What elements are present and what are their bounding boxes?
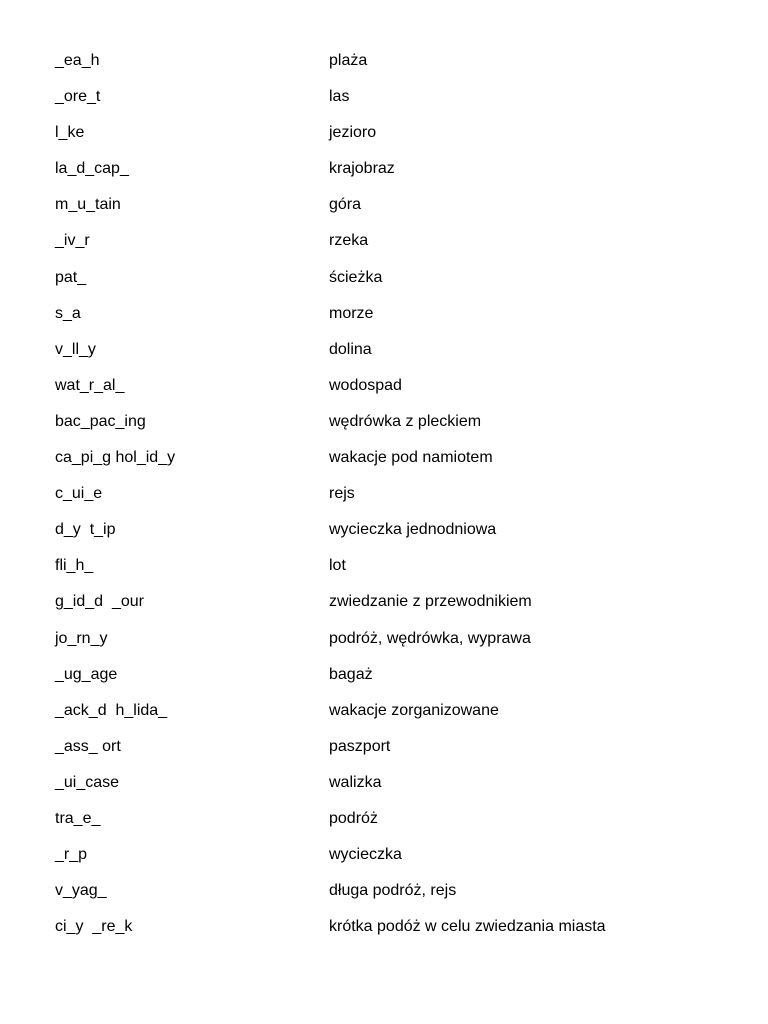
- polish-translation: paszport: [329, 737, 391, 755]
- vocab-row: [55, 591, 735, 627]
- polish-translation: bagaż: [329, 665, 373, 683]
- vocab-row: [55, 808, 735, 844]
- english-word-gapped: c_ui_e: [55, 485, 103, 503]
- english-word-gapped: _ack_d h_lida_: [55, 701, 168, 719]
- vocab-row: [55, 700, 735, 736]
- vocabulary-list: [55, 50, 735, 952]
- vocab-row: [55, 555, 735, 591]
- english-word-gapped: ci_y _re_k: [55, 918, 133, 936]
- vocab-row: [55, 122, 735, 158]
- vocab-row: [55, 230, 735, 266]
- polish-translation: rejs: [329, 485, 355, 503]
- english-word-gapped: fli_h_: [55, 557, 94, 575]
- english-word-gapped: v_ll_y: [55, 340, 96, 358]
- polish-translation: podróż, wędrówka, wyprawa: [329, 629, 531, 647]
- vocab-row: [55, 375, 735, 411]
- vocab-row: [55, 628, 735, 664]
- polish-translation: ścieżka: [329, 268, 383, 286]
- english-word-gapped: l_ke: [55, 124, 85, 142]
- english-word-gapped: wat_r_al_: [55, 376, 125, 394]
- polish-translation: wodospad: [329, 376, 402, 394]
- english-word-gapped: jo_rn_y: [55, 629, 108, 647]
- polish-translation: wakacje zorganizowane: [329, 701, 499, 719]
- english-word-gapped: m_u_tain: [55, 196, 121, 214]
- polish-translation: wędrówka z pleckiem: [329, 412, 482, 430]
- vocab-row: [55, 194, 735, 230]
- vocab-row: [55, 772, 735, 808]
- english-word-gapped: ca_pi_g hol_id_y: [55, 449, 176, 467]
- english-word-gapped: d_y t_ip: [55, 521, 116, 539]
- vocab-row: [55, 50, 735, 86]
- polish-translation: długa podróż, rejs: [329, 882, 457, 900]
- polish-translation: walizka: [329, 773, 382, 791]
- polish-translation: wycieczka jednodniowa: [329, 521, 497, 539]
- polish-translation: zwiedzanie z przewodnikiem: [329, 593, 532, 611]
- polish-translation: góra: [329, 196, 362, 214]
- vocab-row: [55, 303, 735, 339]
- vocab-row: [55, 267, 735, 303]
- vocab-row: [55, 736, 735, 772]
- polish-translation: krótka podóż w celu zwiedzania miasta: [329, 918, 606, 936]
- vocab-row: [55, 916, 735, 952]
- english-word-gapped: _ui_case: [55, 773, 120, 791]
- vocab-row: [55, 86, 735, 122]
- vocab-row: [55, 880, 735, 916]
- vocab-row: [55, 483, 735, 519]
- vocab-row: [55, 339, 735, 375]
- polish-translation: plaża: [329, 52, 368, 69]
- english-word-gapped: _ass_ ort: [55, 737, 121, 755]
- english-word-gapped: la_d_cap_: [55, 160, 129, 178]
- polish-translation: dolina: [329, 340, 372, 358]
- polish-translation: krajobraz: [329, 160, 395, 178]
- english-word-gapped: bac_pac_ing: [55, 412, 146, 430]
- english-word-gapped: pat_: [55, 268, 87, 286]
- polish-translation: las: [329, 88, 350, 106]
- english-word-gapped: _iv_r: [55, 232, 90, 250]
- polish-translation: podróż: [329, 809, 378, 827]
- vocab-row: [55, 411, 735, 447]
- polish-translation: lot: [329, 557, 346, 575]
- english-word-gapped: _ore_t: [55, 88, 101, 106]
- polish-translation: jezioro: [329, 124, 377, 142]
- english-word-gapped: v_yag_: [55, 882, 107, 900]
- english-word-gapped: _ug_age: [55, 665, 118, 683]
- polish-translation: wakacje pod namiotem: [329, 449, 493, 467]
- english-word-gapped: s_a: [55, 304, 81, 322]
- vocab-row: [55, 447, 735, 483]
- polish-translation: wycieczka: [329, 846, 402, 864]
- vocab-row: [55, 158, 735, 194]
- vocab-row: [55, 844, 735, 880]
- english-word-gapped: _ea_h: [55, 52, 100, 69]
- polish-translation: rzeka: [329, 232, 369, 250]
- vocab-row: [55, 664, 735, 700]
- vocab-row: [55, 519, 735, 555]
- english-word-gapped: _r_p: [55, 846, 88, 864]
- english-word-gapped: g_id_d _our: [55, 593, 144, 611]
- polish-translation: morze: [329, 304, 374, 322]
- english-word-gapped: tra_e_: [55, 809, 101, 827]
